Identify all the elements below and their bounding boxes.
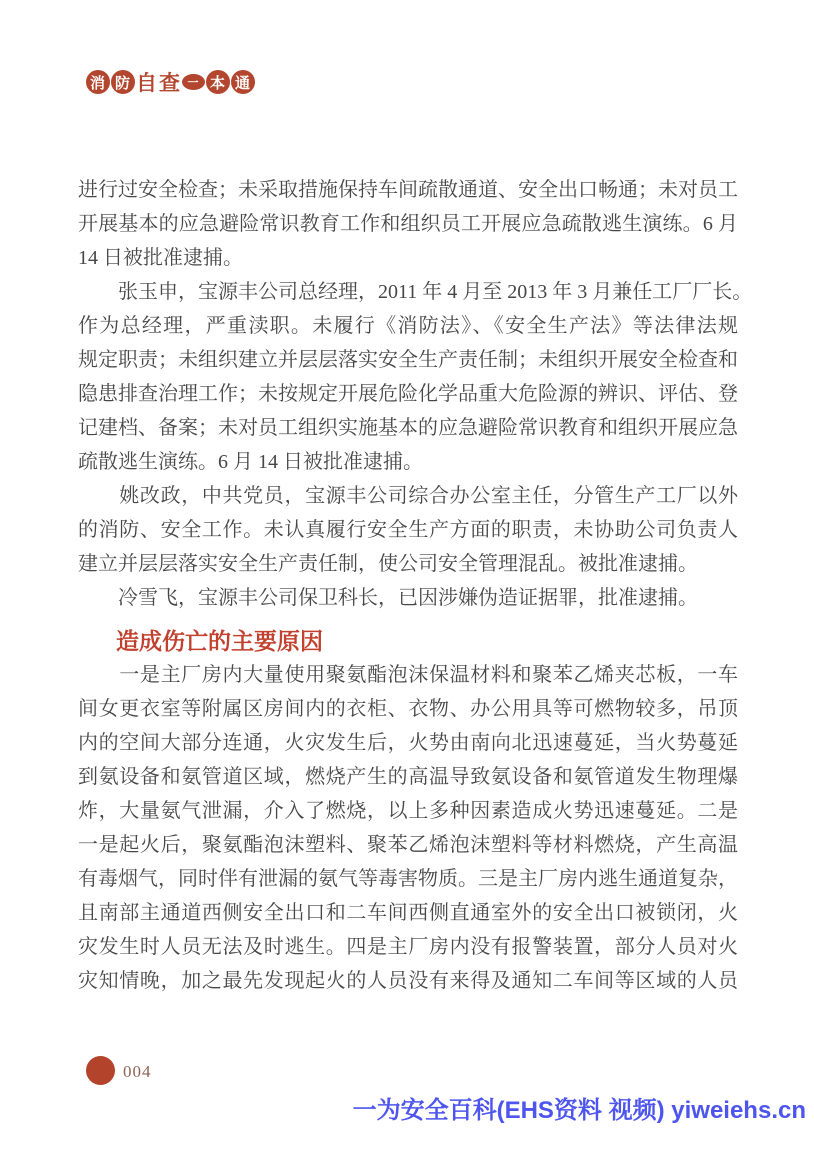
text-line: 到氨设备和氨管道区域，燃烧产生的高温导致氨设备和氨管道发生物理爆	[78, 766, 738, 788]
section-heading: 造成伤亡的主要原因	[116, 628, 323, 654]
text-line: 一是起火后，聚氨酯泡沫塑料、聚苯乙烯泡沫塑料等材料燃烧，产生高温	[78, 834, 738, 856]
book-logo	[85, 65, 255, 99]
text-line: 有毒烟气，同时伴有泄漏的氨气等毒害物质。三是主厂房内逃生通道复杂，	[78, 868, 738, 890]
text-line: 隐患排查治理工作；未按规定开展危险化学品重大危险源的辨识、评估、登	[78, 383, 738, 405]
page-number: 004	[123, 1062, 152, 1081]
text-line: 开展基本的应急避险常识教育工作和组织员工开展应急疏散逃生演练。6 月	[78, 213, 738, 235]
page-number-dot-icon	[86, 1056, 115, 1085]
text-line: 14 日被批准逮捕。	[78, 247, 243, 269]
text-line: 记建档、备案；未对员工组织实施基本的应急避险常识教育和组织开展应急	[78, 417, 738, 439]
text-line: 间女更衣室等附属区房间内的衣柜、衣物、办公用具等可燃物较多，吊顶	[78, 698, 738, 720]
text-line: 的消防、安全工作。未认真履行安全生产方面的职责，未协助公司负责人	[78, 519, 738, 541]
text-line: 疏散逃生演练。6 月 14 日被批准逮捕。	[78, 451, 423, 473]
logo-char: 查	[159, 72, 180, 95]
text-line: 炸，大量氨气泄漏，介入了燃烧，以上多种因素造成火势迅速蔓延。二是	[78, 800, 738, 822]
text-line: 建立并层层落实安全生产责任制，使公司安全管理混乱。被批准逮捕。	[78, 553, 698, 575]
logo-char: 防	[111, 70, 135, 94]
text-line: 内的空间大部分连通，火灾发生后，火势由南向北迅速蔓延，当火势蔓延	[78, 732, 738, 754]
text-line: 进行过安全检查；未采取措施保持车间疏散通道、安全出口畅通；未对员工	[78, 179, 738, 201]
text-line: 灾发生时人员无法及时逃生。四是主厂房内没有报警装置，部分人员对火	[78, 936, 738, 958]
text-line: 作为总经理，严重渎职。未履行《消防法》、《安全生产法》等法律法规	[78, 315, 738, 337]
text-line: 规定职责；未组织建立并层层落实安全生产责任制；未组织开展安全检查和	[78, 349, 738, 371]
text-line: 张玉申，宝源丰公司总经理，2011 年 4 月至 2013 年 3 月兼任工厂厂长。	[78, 281, 753, 303]
logo-char: 本	[206, 70, 230, 94]
text-line: 冷雪飞，宝源丰公司保卫科长，已因涉嫌伪造证据罪，批准逮捕。	[78, 587, 698, 609]
logo-char: 自	[136, 72, 157, 95]
body-text	[78, 173, 753, 998]
text-line: 且南部主通道西侧安全出口和二车间西侧直通室外的安全出口被锁闭，火	[78, 902, 738, 924]
logo-char: 一	[182, 74, 205, 90]
text-line: 灾知情晚，加之最先发现起火的人员没有来得及通知二车间等区域的人员	[78, 970, 738, 992]
text-line: 一是主厂房内大量使用聚氨酯泡沫保温材料和聚苯乙烯夹芯板，一车	[78, 664, 738, 686]
logo-char: 消	[86, 70, 110, 94]
text-line: 姚改政，中共党员，宝源丰公司综合办公室主任，分管生产工厂以外	[78, 485, 738, 507]
watermark-text: 一为安全百科(EHS资料 视频) yiweiehs.cn	[352, 1097, 806, 1124]
logo-char: 通	[231, 70, 255, 94]
